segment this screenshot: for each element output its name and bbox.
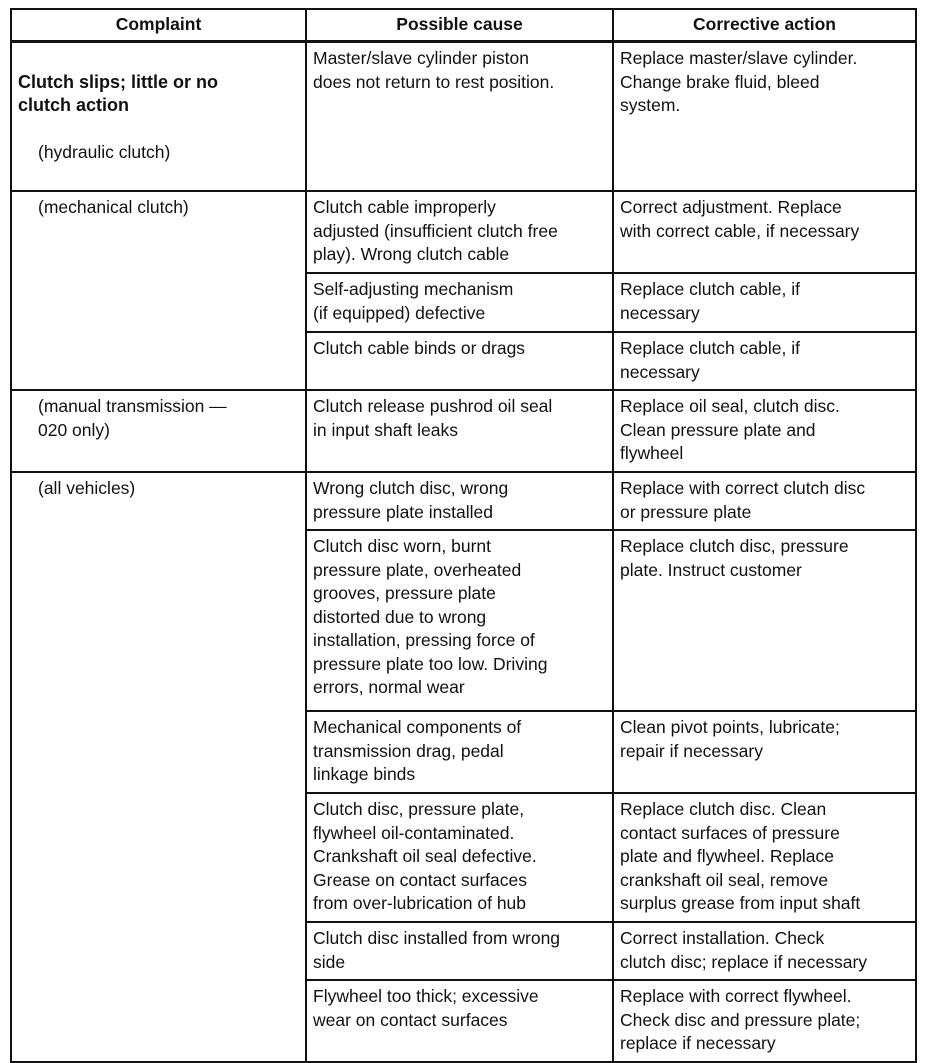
header-corrective-action: Corrective action xyxy=(613,9,916,42)
action-cell: Replace oil seal, clutch disc. Clean pressure plate and flywheel xyxy=(613,390,916,472)
action-cell: Replace with correct flywheel. Check disc and pressure plate; replace if necessary xyxy=(613,980,916,1062)
complaint-cell xyxy=(11,980,306,1062)
table-row xyxy=(11,332,916,390)
header-row xyxy=(11,9,916,42)
table-row xyxy=(11,42,916,192)
complaint-cell: (manual transmission — 020 only) xyxy=(11,390,306,472)
action-cell: Replace clutch cable, if necessary xyxy=(613,332,916,390)
action-cell: Replace clutch cable, if necessary xyxy=(613,273,916,332)
action-cell: Clean pivot points, lubricate; repair if necessary xyxy=(613,711,916,793)
cause-cell: Clutch disc, pressure plate, flywheel oil-contaminated. Crankshaft oil seal defective. Grease on contact surfaces from over-lubrication of hub xyxy=(306,793,613,922)
cause-cell: Self-adjusting mechanism (if equipped) defective xyxy=(306,273,613,332)
action-cell: Replace with correct clutch disc or pressure plate xyxy=(613,472,916,530)
cause-cell: Clutch cable improperly adjusted (insufficient clutch free play). Wrong clutch cable xyxy=(306,191,613,273)
action-cell: Replace master/slave cylinder. Change brake fluid, bleed system. xyxy=(613,42,916,192)
table-row xyxy=(11,273,916,332)
complaint-cell xyxy=(11,530,306,711)
complaint-cell xyxy=(11,922,306,980)
complaint-cell xyxy=(11,42,306,192)
cause-cell: Master/slave cylinder piston does not return to rest position. xyxy=(306,42,613,192)
table-row xyxy=(11,530,916,711)
troubleshooting-table xyxy=(10,8,917,1063)
header-complaint: Complaint xyxy=(11,9,306,42)
table-row xyxy=(11,390,916,472)
table-row xyxy=(11,191,916,273)
action-cell: Correct installation. Check clutch disc; replace if necessary xyxy=(613,922,916,980)
complaint-cell xyxy=(11,273,306,332)
complaint-cell xyxy=(11,711,306,793)
complaint-cell: (all vehicles) xyxy=(11,472,306,530)
header-possible-cause: Possible cause xyxy=(306,9,613,42)
complaint-cell xyxy=(11,332,306,390)
cause-cell: Clutch disc worn, burnt pressure plate, overheated grooves, pressure plate distorted due to wrong installation, pressing force of pressure plate too low. Driving errors, normal wear xyxy=(306,530,613,711)
cause-cell: Mechanical components of transmission drag, pedal linkage binds xyxy=(306,711,613,793)
cause-cell: Flywheel too thick; excessive wear on contact surfaces xyxy=(306,980,613,1062)
action-cell: Replace clutch disc, pressure plate. Instruct customer xyxy=(613,530,916,711)
complaint-sub-text: (hydraulic clutch) xyxy=(38,142,171,162)
complaint-cell xyxy=(11,793,306,922)
cause-cell: Wrong clutch disc, wrong pressure plate installed xyxy=(306,472,613,530)
cause-cell: Clutch disc installed from wrong side xyxy=(306,922,613,980)
table-row xyxy=(11,980,916,1062)
table-row xyxy=(11,793,916,922)
complaint-main-text: Clutch slips; little or no clutch action xyxy=(18,71,219,115)
cause-cell: Clutch release pushrod oil seal in input shaft leaks xyxy=(306,390,613,472)
table-row xyxy=(11,922,916,980)
cause-cell: Clutch cable binds or drags xyxy=(306,332,613,390)
table-row xyxy=(11,711,916,793)
action-cell: Replace clutch disc. Clean contact surfaces of pressure plate and flywheel. Replace crankshaft oil seal, remove surplus grease from input shaft xyxy=(613,793,916,922)
complaint-cell: (mechanical clutch) xyxy=(11,191,306,273)
table-row xyxy=(11,472,916,530)
action-cell: Correct adjustment. Replace with correct cable, if necessary xyxy=(613,191,916,273)
